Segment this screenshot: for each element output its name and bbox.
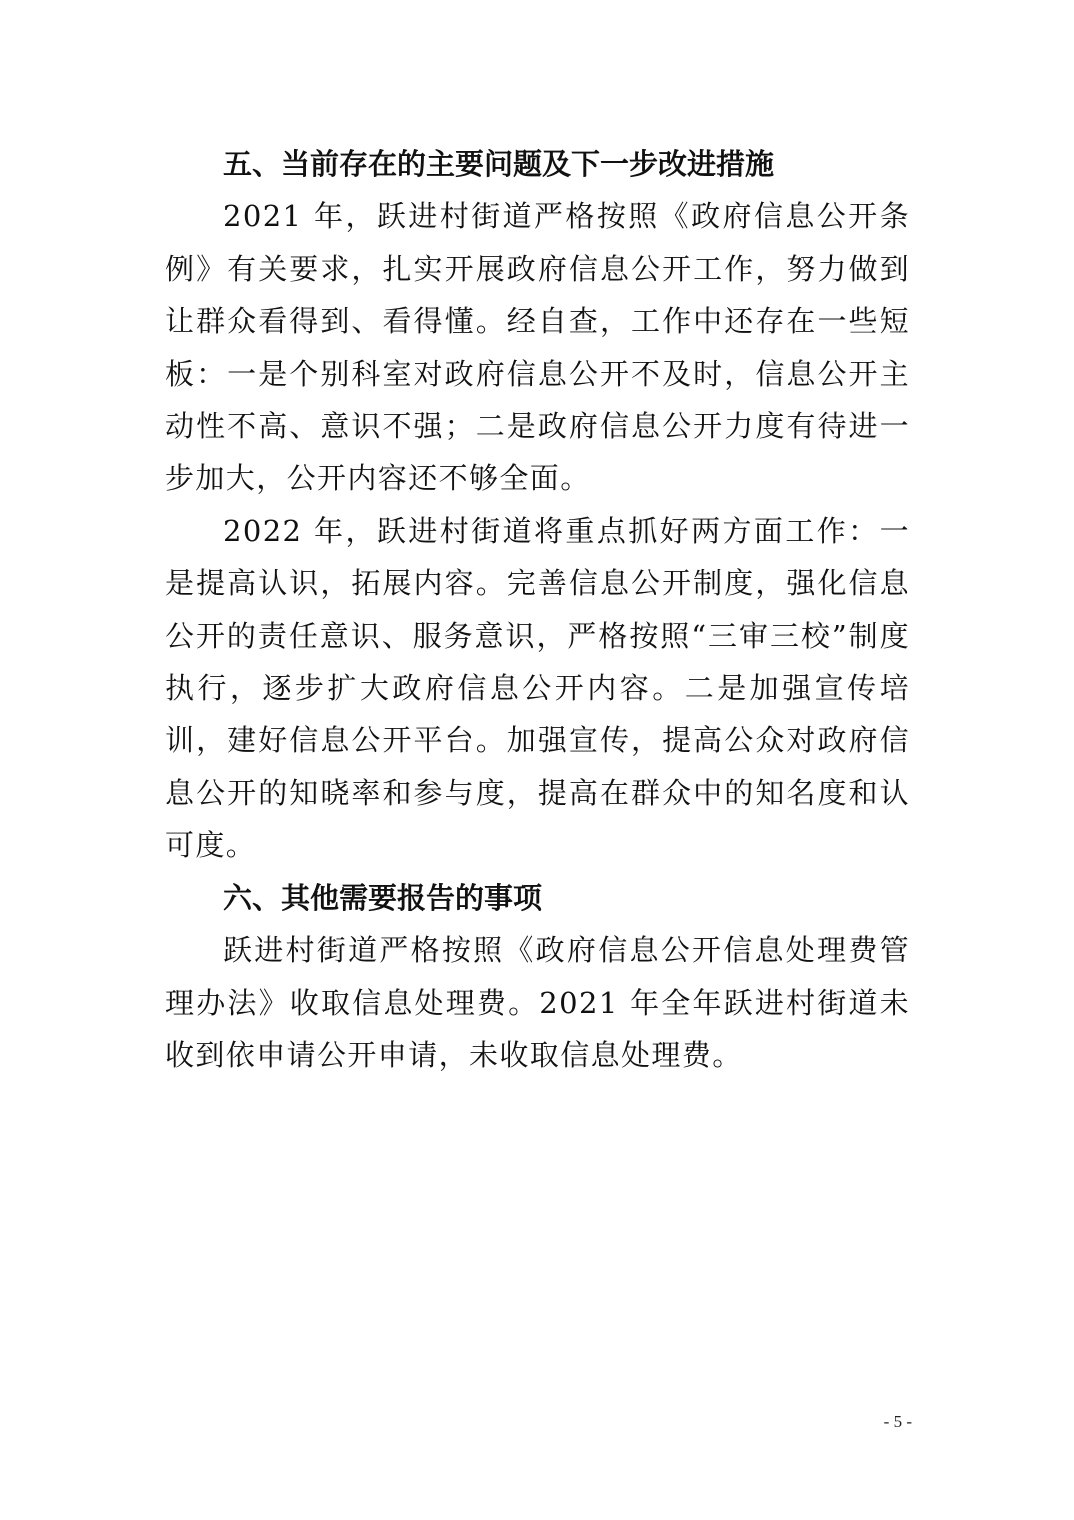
- section-5-heading: 五、当前存在的主要问题及下一步改进措施: [223, 147, 775, 181]
- section-5-paragraph-2: 2022 年，跃进村街道将重点抓好两方面工作：一是提高认识，拓展内容。完善信息公开制度，强化信息公开的责任意识、服务意识，严格按照“三审三校”制度执行，逐步扩大政府信息公开内容。二是加强宣传培训，建好信息公开平台。加强宣传，提高公众对政府信息公开的知晓率和参与度，提高在群众中的知名度和认可度。: [165, 513, 910, 863]
- section-6-paragraph-1: 跃进村街道严格按照《政府信息公开信息处理费管理办法》收取信息处理费。2021 年全年跃进村街道未收到依申请公开申请，未收取信息处理费。: [165, 933, 910, 1072]
- section-5-paragraph-1: 2021 年，跃进村街道严格按照《政府信息公开条例》有关要求，扎实开展政府信息公开工作，努力做到让群众看得到、看得懂。经自查，工作中还存在一些短板：一是个别科室对政府信息公开不及时，信息公开主动性不高、意识不强；二是政府信息公开力度有待进一步加大，公开内容还不够全面。: [165, 199, 910, 496]
- section-6-heading: 六、其他需要报告的事项: [223, 880, 543, 915]
- page-number: - 5 -: [883, 1412, 912, 1431]
- document-body: [165, 138, 910, 1081]
